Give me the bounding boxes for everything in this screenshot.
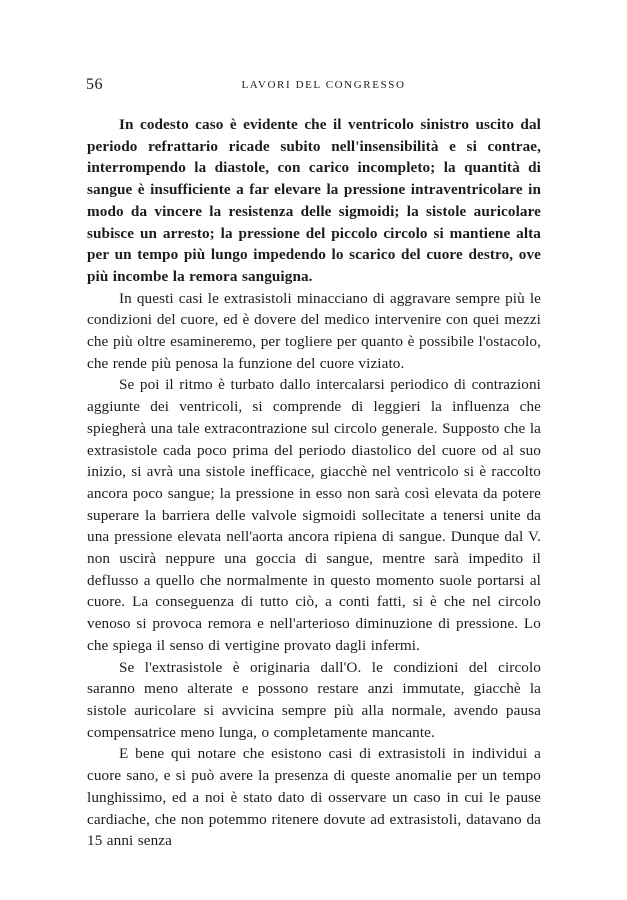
page-number: 56	[86, 76, 103, 93]
paragraph: In questi casi le extrasistoli minacciano di aggravare sempre più le condizioni del cuore, ed è dovere del medico intervenire con quei mezzi che più oltre esamineremo, per togliere per quanto è possibile l'ostacolo, che rende più penosa la funzione del cuore viziato.	[87, 289, 541, 372]
paragraph: E bene qui notare che esistono casi di extrasistoli in individui a cuore sano, e si può avere la presenza di queste anomalie per un tempo lunghissimo, ed a noi è stato dato di osservare un caso in cui le pause cardiache, che non potemmo ritenere dovute ad extrasistoli, datavano da 15 anni senza	[87, 745, 541, 850]
body-text	[87, 114, 541, 852]
paragraph: In codesto caso è evidente che il ventricolo sinistro uscito dal periodo refrattario ricade subito nell'insensibilità e si contrae, interrompendo la diastole, con carico incompleto; la quantità di sangue è insufficiente a far elevare la pressione intraventricolare in modo da vincere la resistenza delle sigmoidi; la sistole auricolare subisce un arresto; la pressione del piccolo circolo si mantiene alta per un tempo più lungo impedendo lo scarico del cuore destro, ove più incombe la remora sanguigna.	[87, 116, 541, 285]
running-title: LAVORI DEL CONGRESSO	[241, 79, 406, 91]
paragraph: Se l'extrasistole è originaria dall'O. le condizioni del circolo saranno meno alterate e possono restare anzi immutate, giacchè la sistole auricolare si avvicina sempre più alla normale, avendo pausa compensatrice meno lunga, o completamente mancante.	[87, 658, 541, 741]
paragraph: Se poi il ritmo è turbato dallo intercalarsi periodico di contrazioni aggiunte dei ventricoli, si comprende di leggieri la influenza che spiegherà una tale extracontrazione sul circolo generale. Supposto che la extrasistole cada poco prima del periodo diastolico del cuore od al suo inizio, si avrà una sistole inefficace, giacchè nel ventricolo si è raccolto ancora poco sangue; la pressione in esso non sarà così elevata da potere superare la barriera delle valvole sigmoidi sollecitate a tenersi unite da una pressione elevata nell'aorta ancora ripiena di sangue. Dunque dal V. non uscirà neppure una goccia di sangue, mentre sarà impedito il deflusso a quello che normalmente in questo momento suole portarsi al cuore. La conseguenza di tutto ciò, a conti fatti, si è che nel circolo venoso si provoca remora e nell'arterioso diminuzione di pressione. Lo che spiega il senso di vertigine provato dagli infermi.	[87, 376, 541, 654]
page-header	[86, 76, 541, 96]
